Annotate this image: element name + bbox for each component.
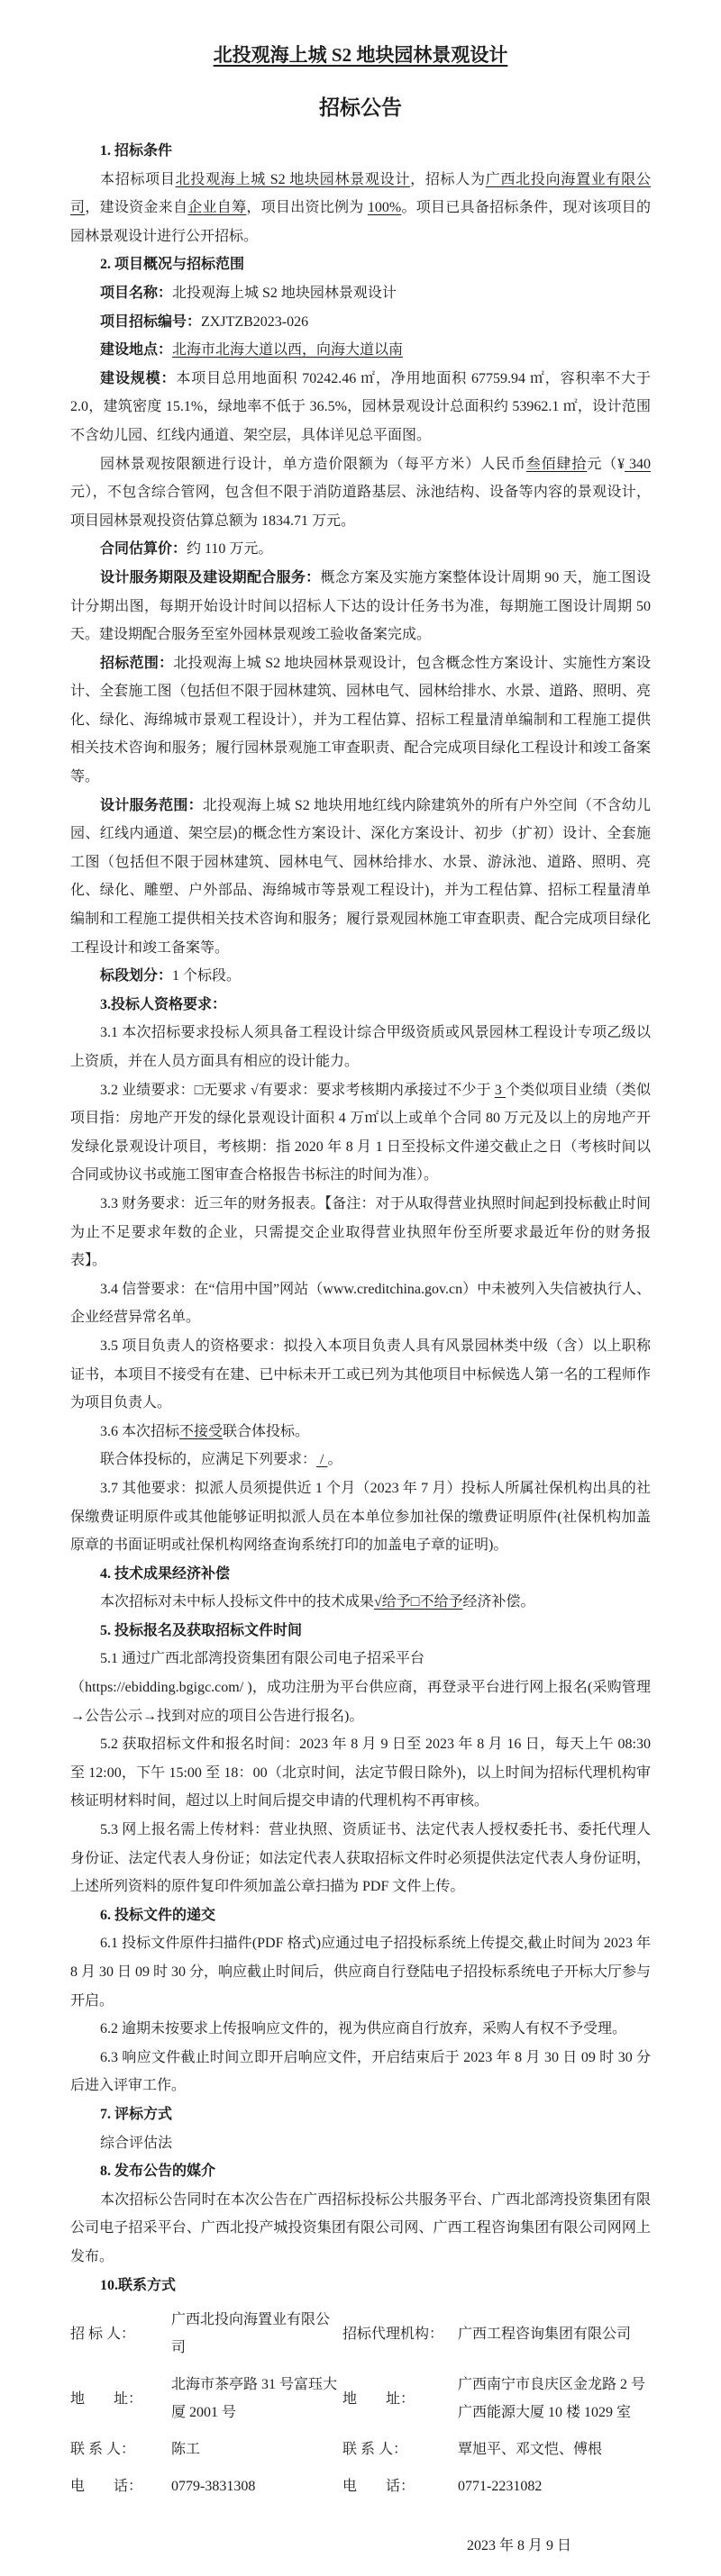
paragraph (70, 166, 651, 251)
section-heading (70, 1617, 651, 1646)
text-segment: 本招标项目 (100, 171, 176, 187)
text-segment: 北投观海上城 S2 地块用地红线内除建筑外的所有户外空间（不含幼儿园、红线内通道、架空层)的概念性方案设计、深化方案设计、初步（扩初）设计、全套施工图（包括但不限于园林建筑、园林电气、园林给排水、水景、游泳池、道路、照明、亮化、绿化、雕塑、户外部品、海绵城市等景观工程设计)，并为工程估算、招标工程量清单编制和工程施工提供相关技术咨询和服务；履行景观园林施工审查职责、配合完成项目绿化工程设计和竣工备案等。 (70, 797, 651, 956)
section-heading (70, 991, 651, 1020)
text-segment: 100% (367, 200, 402, 216)
text-segment: 企业自筹 (187, 200, 247, 216)
paragraph (70, 792, 651, 963)
paragraph (70, 1076, 651, 1190)
text-segment: 合同估算价： (100, 541, 187, 558)
contact-value: 广西北投向海置业有限公司 (171, 2312, 331, 2356)
text-segment: 不接受 (179, 1423, 224, 1439)
text-segment: 3.3 财务要求：近三年的财务报表。【备注：对于从取得营业执照时间起到投标截止时间为止不足要求年数的企业，只需提交企业取得营业执照年份至所要求最近年份的财务报表】。 (70, 1195, 651, 1269)
paragraph (70, 1588, 651, 1617)
text-segment: 2. 项目概况与招标范围 (100, 257, 245, 273)
text-segment: 联合体投标。 (223, 1423, 310, 1439)
text-segment: 5.1 通过广西北部湾投资集团有限公司电子招采平台 (100, 1651, 425, 1667)
text-segment: 项目名称： (100, 285, 173, 301)
section-heading (70, 1560, 651, 1589)
text-segment: 340 (625, 456, 651, 472)
text-segment: 经济补偿。 (462, 1594, 535, 1610)
paragraph (70, 2186, 651, 2272)
text-segment: 概念方案及实施方案整体设计周期 90 天，施工图设计分期出图，每期开始设计时间以招标人下达的设计任务书为准，每期施工图设计周期 50 天。建设期配合服务至室外园林景观竣工验收备案完成。 (70, 569, 651, 643)
contact-value: 0779-3831308 (171, 2479, 256, 2495)
paragraph (70, 1275, 651, 1332)
section-heading (70, 2272, 651, 2300)
text-segment: 3.7 其他要求：拟派人员须提供近 1 个月（2023 年 7 月）投标人所属社保机构出具的社保缴费证明原件或其他能够证明拟派人员在本单位参加社保的缴费证明原件(社保机构加盖原章的书面证明或社保机构网络查询系统打印的加盖电子章的证明)。 (70, 1480, 651, 1554)
contact-value: 陈工 (171, 2442, 201, 2458)
paragraph (70, 450, 651, 536)
text-segment: 3.1 本次招标要求投标人须具备工程设计综合甲级资质或风景园林工程设计专项乙级以上资质，并在人员方面具有相应的设计能力。 (70, 1025, 651, 1069)
paragraph (70, 2129, 651, 2158)
paragraph (70, 279, 651, 308)
contact-label: 电 话： (342, 2479, 415, 2495)
text-segment: 北投观海上城 S2 地块园林景观设计 (175, 171, 411, 187)
section-heading (70, 2100, 651, 2129)
text-segment: 7. 评标方式 (100, 2106, 173, 2122)
text-segment: 北投观海上城 S2 地块园林景观设计，包含概念性方案设计、实施性方案设计、全套施工图（包括但不限于园林建筑、园林电气、园林给排水、水景、道路、照明、亮化、绿化、海绵城市景观工程设计），并为工程估算、招标工程量清单编制和工程施工提供相关技术咨询和服务；履行园林景观施工审查职责、配合完成项目绿化工程设计和竣工备案等。 (70, 655, 651, 785)
paragraph (70, 1645, 651, 1673)
text-segment: 招标范围： (100, 655, 174, 671)
section-heading (70, 2157, 651, 2186)
paragraph (70, 564, 651, 649)
paragraph (70, 336, 651, 365)
paragraph (70, 1418, 651, 1447)
paragraph (70, 535, 651, 564)
text-segment: 1 个标段。 (172, 968, 242, 984)
contact-label: 招标代理机构： (342, 2326, 444, 2342)
document-subtitle: 招标公告 (319, 96, 402, 119)
contact-label: 电 话： (70, 2479, 143, 2495)
text-segment: 本次招标公告同时在本次公告在广西招标投标公共服务平台、广西北部湾投资集团有限公司电子招采平台、广西北投产城投资集团有限公司网、广西工程咨询集团有限公司网网上发布。 (70, 2191, 651, 2264)
text-segment: 。项目已具备招标条件，现对该项目的园林景观设计进行公开招标。 (70, 200, 651, 244)
paragraph (70, 2044, 651, 2100)
section-heading (70, 1901, 651, 1930)
contact-label: 地 址： (342, 2390, 415, 2407)
contact-value: 0771-2231082 (458, 2479, 543, 2495)
text-segment: 叁佰肆拾 (525, 456, 588, 472)
section-heading (70, 250, 651, 279)
text-segment: 10.联系方式 (100, 2277, 177, 2293)
contact-value: 广西工程咨询集团有限公司 (458, 2326, 632, 2342)
contact-table (70, 2301, 651, 2505)
text-segment: 3.4 信誉要求：在“信用中国”网站（www.creditchina.gov.cn）中未被列入失信被执行人、企业经营异常名单。 (70, 1281, 651, 1326)
text-segment: 8. 发布公告的媒介 (100, 2163, 216, 2180)
paragraph (70, 1816, 651, 1901)
text-segment: 6.1 投标文件原件扫描件(PDF 格式)应通过电子招投标系统上传提交,截止时间为 2023 年 8 月 30 日 09 时 30 分，响应截止时间后，供应商自行登陆电子招投标系统电子开标大厅参与开启。 (70, 1936, 652, 2009)
text-segment: 6. 投标文件的递交 (100, 1907, 216, 1923)
text-segment: 园林景观按限额进行设计，单方造价限额为（每平方米）人民币 (100, 456, 526, 472)
text-segment: 标段划分： (100, 968, 173, 984)
text-segment: 3.5 项目负责人的资格要求：拟投入本项目负责人具有风景园林类中级（含）以上职称证书，本项目不接受有在建、已中标未开工或已列为其他项目中标候选人第一名的工程师作为项目负责人。 (70, 1338, 651, 1411)
paragraph (70, 1673, 651, 1730)
text-segment: ZXJTZB2023-026 (201, 313, 309, 330)
text-segment: 6.2 逾期未按要求上传报响应文件的，视为供应商自行放弃，采购人有权不予受理。 (100, 2021, 627, 2037)
text-segment: 北投观海上城 S2 地块园林景观设计 (172, 285, 397, 301)
text-segment: √给予□不给予 (374, 1594, 463, 1610)
text-segment: 6.3 响应文件截止时间立即开启响应文件，开启结束后于 2023 年 8 月 30 日 09 时 30 分后进入评审工作。 (70, 2049, 651, 2094)
paragraph (70, 1474, 651, 1560)
contact-label: 招 标 人： (70, 2326, 136, 2342)
text-segment: 建设地点： (100, 342, 173, 358)
document-title: 北投观海上城 S2 地块园林景观设计 (213, 44, 508, 66)
contact-value: 广西南宁市良庆区金龙路 2 号广西能源大厦 10 楼 1029 室 (458, 2377, 646, 2421)
paragraph (70, 365, 651, 450)
text-segment: 项目招标编号： (100, 313, 202, 330)
text-segment: 北海市北海大道以西，向海大道以南 (172, 342, 404, 358)
paragraph (70, 1929, 651, 2015)
paragraph (70, 308, 651, 337)
text-segment: 5.2 获取招标文件和报名时间：2023 年 8 月 9 日至 2023 年 8 月 16 日，每天上午 08:30 至 12:00，下午 15:00 至 18：00（北京时间，法定节假日除外)，以上时间为招标代理机构审核证明材料时间，超过以上时间后提交申请的代理机构不再审核。 (70, 1737, 651, 1810)
paragraph (70, 1730, 651, 1816)
text-segment: 约 110 万元。 (187, 541, 273, 558)
document-date: 2023 年 8 月 9 日 (466, 2538, 571, 2554)
text-segment: 元（¥ (587, 456, 625, 472)
text-segment: 联合体投标的，应满足下列要求： (100, 1452, 317, 1468)
contact-label: 联 系 人： (70, 2442, 136, 2458)
text-segment: ，项目出资比例为 (246, 200, 368, 216)
text-segment: 元），不包含综合管网，包含但不限于消防道路基层、泳池结构、设备等内容的景观设计，项目园林景观投资估算总额为 1834.71 万元。 (70, 485, 651, 529)
text-segment: 综合评估法 (100, 2135, 173, 2151)
text-segment: ，招标人为 (410, 171, 486, 187)
paragraph (70, 2015, 651, 2044)
text-segment: （https://ebidding.bgigc.com/ )，成功注册为平台供应商，再登录平台进行网上报名(采购管理→公告公示→找到对应的项目公告进行报名)。 (70, 1680, 651, 1724)
text-segment: 3.6 本次招标 (100, 1423, 180, 1439)
contact-value: 北海市茶亭路 31 号富珏大厦 2001 号 (171, 2377, 338, 2421)
paragraph (70, 1332, 651, 1418)
text-segment: 5.3 网上报名需上传材料：营业执照、资质证书、法定代表人授权委托书、委托代理人身份证、法定代表人身份证；如法定代表人获取招标文件时必须提供法定代表人身份证明，上述所列资料的原件复印件须加盖公章扫描为 PDF 文件上传。 (70, 1822, 651, 1895)
paragraph (70, 1190, 651, 1275)
paragraph (70, 1446, 651, 1474)
text-segment: 5. 投标报名及获取招标文件时间 (100, 1622, 303, 1638)
contact-value: 覃旭平、邓文恺、傅根 (458, 2442, 603, 2458)
text-segment: 本项目总用地面积 70242.46 ㎡，净用地面积 67759.94 ㎡，容积率不大于 2.0，建筑密度 15.1%，绿地率不低于 36.5%，园林景观设计总面积约 53962.1 ㎡，设计范围不含幼儿园、红线内通道、架空层，具体详见总平面图。 (70, 370, 651, 443)
paragraph (70, 962, 651, 991)
text-segment: 设计服务范围： (100, 797, 203, 813)
text-segment: 设计服务期限及建设期配合服务： (100, 569, 321, 585)
paragraph (70, 649, 651, 792)
text-segment: 广西北投向海置业有限公司 (70, 171, 651, 216)
text-segment: 个类似项目业绩（类似项目指：房地产开发的绿化景观设计面积 4 万㎡以上或单个合同 80 万元及以上的房地产开发绿化景观设计项目，考核期：指 2020 年 8 月 1 日至投标文件递交截止之日（考核时间以合同或协议书或施工图审查合格报告书标注的时间为准）。 (70, 1082, 651, 1184)
section-heading (70, 137, 651, 166)
text-segment: ，建设资金来自 (85, 200, 188, 216)
text-segment: 3.投标人资格要求： (100, 996, 227, 1012)
contact-label: 地 址： (70, 2390, 143, 2407)
text-segment: 4. 技术成果经济补偿 (100, 1565, 231, 1582)
text-segment: 本次招标对未中标人投标文件中的技术成果 (100, 1594, 375, 1610)
text-segment: 。 (327, 1452, 342, 1468)
text-segment: 1. 招标条件 (100, 143, 173, 159)
text-segment: 3.2 业绩要求：□无要求 √有要求：要求考核期内承接过不少于 (100, 1082, 495, 1098)
contact-label: 联 系 人： (342, 2442, 408, 2458)
text-segment: 3 (494, 1082, 506, 1098)
document-body (70, 137, 651, 2299)
text-segment: 建设规模： (100, 370, 177, 386)
text-segment: / (316, 1452, 328, 1468)
paragraph (70, 1019, 651, 1075)
